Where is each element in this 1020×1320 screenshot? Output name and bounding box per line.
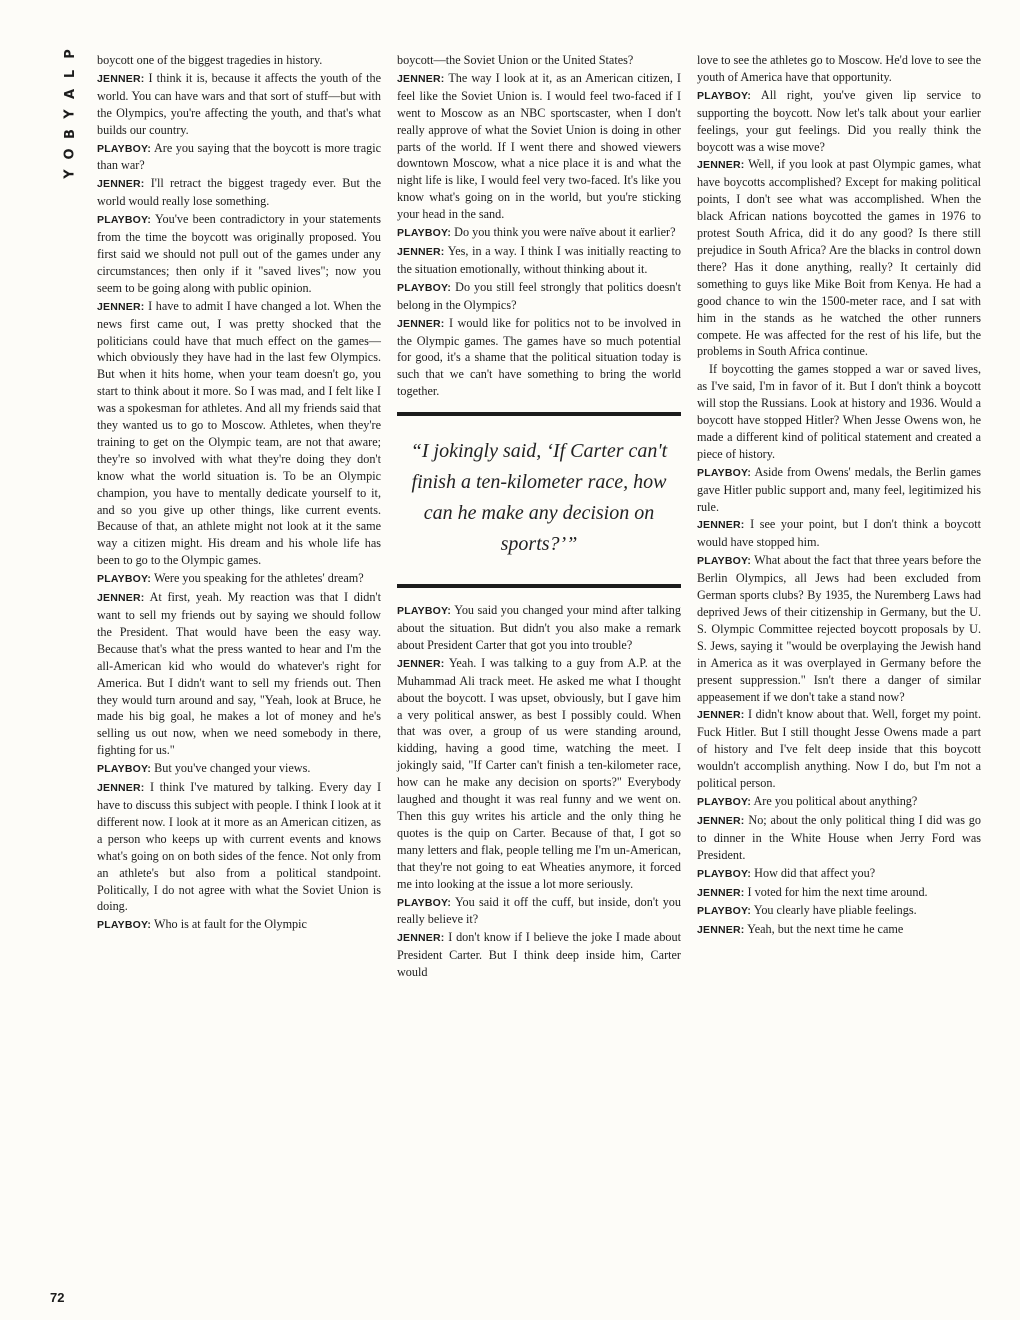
- interview-paragraph: [697, 706, 981, 792]
- paragraph-text: Who is at fault for the Olympic: [153, 917, 307, 932]
- speaker-label: PLAYBOY:: [97, 142, 152, 155]
- speaker-label: JENNER:: [397, 932, 445, 945]
- interview-paragraph: [697, 516, 981, 551]
- paragraph-text: How did that affect you?: [754, 865, 876, 880]
- speaker-label: JENNER:: [397, 657, 445, 670]
- interview-paragraph: [697, 552, 981, 705]
- speaker-label: PLAYBOY:: [397, 227, 452, 240]
- speaker-label: PLAYBOY:: [397, 281, 452, 294]
- page-number: 72: [50, 1290, 65, 1305]
- interview-paragraph: [397, 70, 681, 223]
- paragraph-text: I don't know if I believe the joke I made about President Carter. But I think deep inside him, Carter would: [397, 930, 681, 980]
- paragraph-text: I see your point, but I don't think a boycott would have stopped him.: [697, 517, 981, 550]
- paragraph-text: If boycotting the games stopped a war or saved lives, as I've said, I'm in favor of it. But I don't think a boycott will stop the Russians. Look at history and 1936. Would a boycott have stopped Hitler? When Jesse Owens won, he made a different kind of political statement and created a piece of history.: [697, 362, 981, 461]
- paragraph-text: I have to admit I have changed a lot. When the news first came out, I was pretty shocked that the politicians could have that much effect on the games—which obviously they have had in the last few Olympics. But when it hits home, when your team doesn't go, you start to think about it more. So I was mad, and I felt like I was a spokesman for athletes. And all my friends said that they wanted us to go to Moscow. Athletes, when they're training to get on the Olympic team, are not that aware; they're so involved with what they're doing they don't know what the world situation is. To be an Olympic champion, you have to mentally dedicate yourself to it, and so you give up other things, like current events. Because of that, an athlete might not look at it the same way a citizen might. His dream and his whole life has been to go to the Olympic games.: [97, 298, 382, 568]
- masthead-letter: L: [62, 69, 78, 79]
- speaker-label: PLAYBOY:: [97, 919, 152, 932]
- paragraph-text: I didn't know about that. Well, forget my point. Fuck Hitler. But I still thought Jesse Owens made a part of history and I've felt deep inside that this boycott wouldn't accomplish anything. Now I do, but I'm not a political person.: [697, 707, 981, 791]
- interview-paragraph: [97, 760, 381, 778]
- interview-paragraph: [697, 793, 981, 811]
- interview-paragraph: [697, 921, 981, 939]
- speaker-label: PLAYBOY:: [397, 896, 452, 909]
- speaker-label: JENNER:: [697, 886, 745, 899]
- interview-paragraph: [97, 589, 381, 759]
- interview-paragraph: [697, 884, 981, 902]
- interview-paragraph: [697, 464, 981, 516]
- paragraph-text: I would like for politics not to be involved in the Olympic games. The games have so much potential for good, it's a shame that the political situation today is such that we can't have something to bring the world together.: [397, 315, 681, 399]
- speaker-label: JENNER:: [697, 709, 745, 722]
- paragraph-text: love to see the athletes go to Moscow. He'd love to see the youth of America have that opportunity.: [697, 53, 982, 84]
- paragraph-text: I'll retract the biggest tragedy ever. But the world would really lose something.: [97, 176, 381, 209]
- paragraph-text: All right, you've given lip service to supporting the boycott. Now let's talk about your earlier feelings, your gut feelings. Did you really think the boycott was a wise move?: [697, 87, 981, 154]
- interview-paragraph: [97, 779, 381, 915]
- masthead-letter: O: [63, 148, 78, 160]
- speaker-label: JENNER:: [697, 159, 745, 172]
- interview-paragraph: [397, 243, 681, 278]
- paragraph-text: What about the fact that three years before the Berlin Olympics, all Jews had been excluded from German sports clubs? By 1935, the Nuremberg Laws had deprived Jews of their citizenship in Germany, but the U. S. Olympic Committee rejected boycott proposals by U. S. Jews, saying it "would be overplaying the Jewish hand in America as it was overplayed in Germany before the present suppression." Isn't there a danger of similar appeasement if we don't take a stand now?: [697, 553, 981, 704]
- paragraph-text: You've been contradictory in your statements from the time the boycott was originally proposed. You first said we should not pull out of the games under any circumstances; then only if it "saved lives"; now you seem to be going along with public opinion.: [97, 212, 381, 295]
- interview-paragraph: [397, 224, 681, 242]
- paragraph-text: Aside from Owens' medals, the Berlin games gave Hitler public support and, many feel, legitimized his rule.: [697, 464, 981, 514]
- masthead-letter: Y: [62, 169, 78, 179]
- paragraph-text: Yeah, but the next time he came: [747, 922, 904, 937]
- speaker-label: JENNER:: [397, 72, 445, 85]
- speaker-label: JENNER:: [97, 178, 145, 191]
- interview-paragraph: [97, 175, 381, 210]
- paragraph-text: You said you changed your mind after talking about the situation. But didn't you also make a remark about President Carter that got you into trouble?: [397, 603, 681, 652]
- interview-paragraph: [697, 361, 981, 462]
- speaker-label: JENNER:: [397, 245, 445, 258]
- paragraph-text: Are you political about anything?: [753, 793, 918, 808]
- speaker-label: PLAYBOY:: [697, 89, 752, 102]
- paragraph-text: No; about the only political thing I did was go to dinner in the White House when Jerry Ford was President.: [697, 812, 981, 862]
- text-column-1: [97, 52, 381, 935]
- paragraph-text: boycott—the Soviet Union or the United States?: [397, 53, 634, 67]
- speaker-label: JENNER:: [697, 924, 745, 937]
- paragraph-text: Are you saying that the boycott is more tragic than war?: [97, 140, 382, 173]
- text-column-3: [697, 52, 981, 940]
- speaker-label: JENNER:: [697, 519, 745, 532]
- speaker-label: PLAYBOY:: [697, 795, 752, 808]
- speaker-label: PLAYBOY:: [97, 573, 152, 586]
- speaker-label: JENNER:: [397, 317, 445, 330]
- paragraph-text: Well, if you look at past Olympic games, what have boycotts accomplished? Except for making political points, I don't see what was accomplished. When the black African nations boycotted the games in 1976 to protest South Africa, did it do any good? Is there still prejudice in South Africa? Are the blacks in control down there? Has it done anything, really? It certainly did something to guys like Mike Boit from Kenya. He had a good chance to win the 1500-meter race, and I sat with him in the stands as he watched the other runners compete. He was affected for the rest of his life, but the problems in South Africa continue.: [697, 157, 982, 359]
- speaker-label: JENNER:: [97, 782, 145, 795]
- paragraph-text: But you've changed your views.: [154, 761, 311, 776]
- paragraph-text: Do you think you were naïve about it earlier?: [454, 225, 676, 240]
- paragraph-text: You clearly have pliable feelings.: [753, 903, 917, 918]
- paragraph-text: I think it is, because it affects the youth of the world. You can have wars and that sort of stuff—but with the Olympics, you're affecting the youth, and that's what builds our country.: [97, 70, 381, 137]
- interview-paragraph: [97, 70, 381, 139]
- interview-paragraph: [97, 52, 381, 69]
- paragraph-text: boycott one of the biggest tragedies in history.: [97, 53, 323, 67]
- interview-paragraph: [397, 315, 681, 401]
- speaker-label: JENNER:: [97, 592, 145, 605]
- interview-paragraph: [697, 87, 981, 156]
- masthead-letter: B: [62, 129, 78, 139]
- speaker-label: JENNER:: [97, 300, 145, 313]
- paragraph-text: You said it off the cuff, but inside, don't you really believe it?: [397, 894, 681, 927]
- speaker-label: PLAYBOY:: [97, 763, 152, 776]
- speaker-label: PLAYBOY:: [697, 905, 752, 918]
- paragraph-text: I voted for him the next time around.: [747, 884, 928, 899]
- speaker-label: PLAYBOY:: [397, 605, 452, 618]
- speaker-label: PLAYBOY:: [697, 466, 752, 479]
- paragraph-text: Yeah. I was talking to a guy from A.P. at the Muhammad Ali track meet. He asked me what I thought about the boycott. I was upset, obviously, but I gave him a very political answer, as best I possibly could. When that was over, a group of us were standing around, kidding, having a good time, watching the meet. I jokingly said, "If Carter can't finish a ten-kilometer race, how can he make any decision on sports?" Everybody laughed and thought it was real funny and we went on. Then this guy writes his article and the only thing he quotes is the quip on Carter. Because of that, I got so many letters and flak, people telling me I'm un-American, that they're not going to eat Wheaties anymore, it forced me into looking at the issue a lot more seriously.: [397, 655, 681, 891]
- paragraph-text: The way I look at it, as an American citizen, I feel like the Soviet Union is. I would feel two-faced if I went to Moscow as an NBC sportscaster, when I don't really approve of what the Soviet Union is doing in other parts of the world. If I went there and showed viewers downtown Moscow, what a nice place it is and what the night life is like, I would feel very two-faced. It's like you know what's going on in the world, but you're sticking your head in the sand.: [397, 70, 681, 222]
- interview-paragraph: [697, 812, 981, 864]
- column-2-top: [397, 52, 681, 400]
- masthead-letter: A: [63, 88, 78, 100]
- paragraph-text: Yes, in a way. I think I was initially reacting to the situation emotionally, without thinking about it.: [397, 243, 681, 276]
- interview-paragraph: [397, 929, 681, 981]
- interview-paragraph: [397, 894, 681, 929]
- paragraph-text: At first, yeah. My reaction was that I didn't want to sell my friends out by saying we should follow the President. That would have been the easy way. Because that's what the press wanted to hear and I'm the all-American kid who would do whatever's right for America. But I didn't want to sell my friends out. Then they would turn around and say, "Yeah, look at Bruce, he made his big goal, he makes a lot of money and he's selling us out now, when we need somebody in there, fighting for us.": [97, 590, 382, 758]
- speaker-label: PLAYBOY:: [697, 555, 752, 568]
- speaker-label: JENNER:: [697, 814, 745, 827]
- interview-paragraph: [397, 602, 681, 654]
- column-2-bottom: [397, 602, 681, 981]
- interview-paragraph: [97, 298, 381, 570]
- interview-paragraph: [97, 916, 381, 934]
- interview-paragraph: [397, 655, 681, 893]
- paragraph-text: Do you still feel strongly that politics doesn't belong in the Olympics?: [397, 279, 682, 312]
- paragraph-text: I think I've matured by talking. Every day I have to discuss this subject with people. I think I look at it different now. I look at it more as an American citizen, as a person who keeps up with current events and knows what's going on on both sides of the fence. Not only from an athlete's but also from a political standpoint. Politically, I do not agree with what the Soviet Union is doing.: [97, 780, 382, 914]
- interview-paragraph: [97, 140, 381, 175]
- interview-paragraph: [97, 570, 381, 588]
- interview-paragraph: [697, 156, 981, 360]
- interview-paragraph: [697, 902, 981, 920]
- interview-paragraph: [697, 52, 981, 86]
- pull-quote: “I jokingly said, ‘If Carter can't finish a ten-kilometer race, how can he make any decision on sports?’”: [397, 412, 681, 588]
- paragraph-text: Were you speaking for the athletes' dream?: [153, 571, 364, 586]
- interview-paragraph: [697, 865, 981, 883]
- speaker-label: PLAYBOY:: [97, 214, 152, 227]
- masthead-letter: Y: [62, 109, 78, 119]
- masthead: [56, 44, 86, 184]
- interview-paragraph: [97, 211, 381, 297]
- speaker-label: JENNER:: [97, 72, 145, 85]
- speaker-label: PLAYBOY:: [697, 867, 752, 880]
- interview-paragraph: [397, 279, 681, 314]
- text-column-2: [397, 52, 681, 982]
- masthead-letter: P: [63, 49, 78, 59]
- interview-paragraph: [397, 52, 681, 69]
